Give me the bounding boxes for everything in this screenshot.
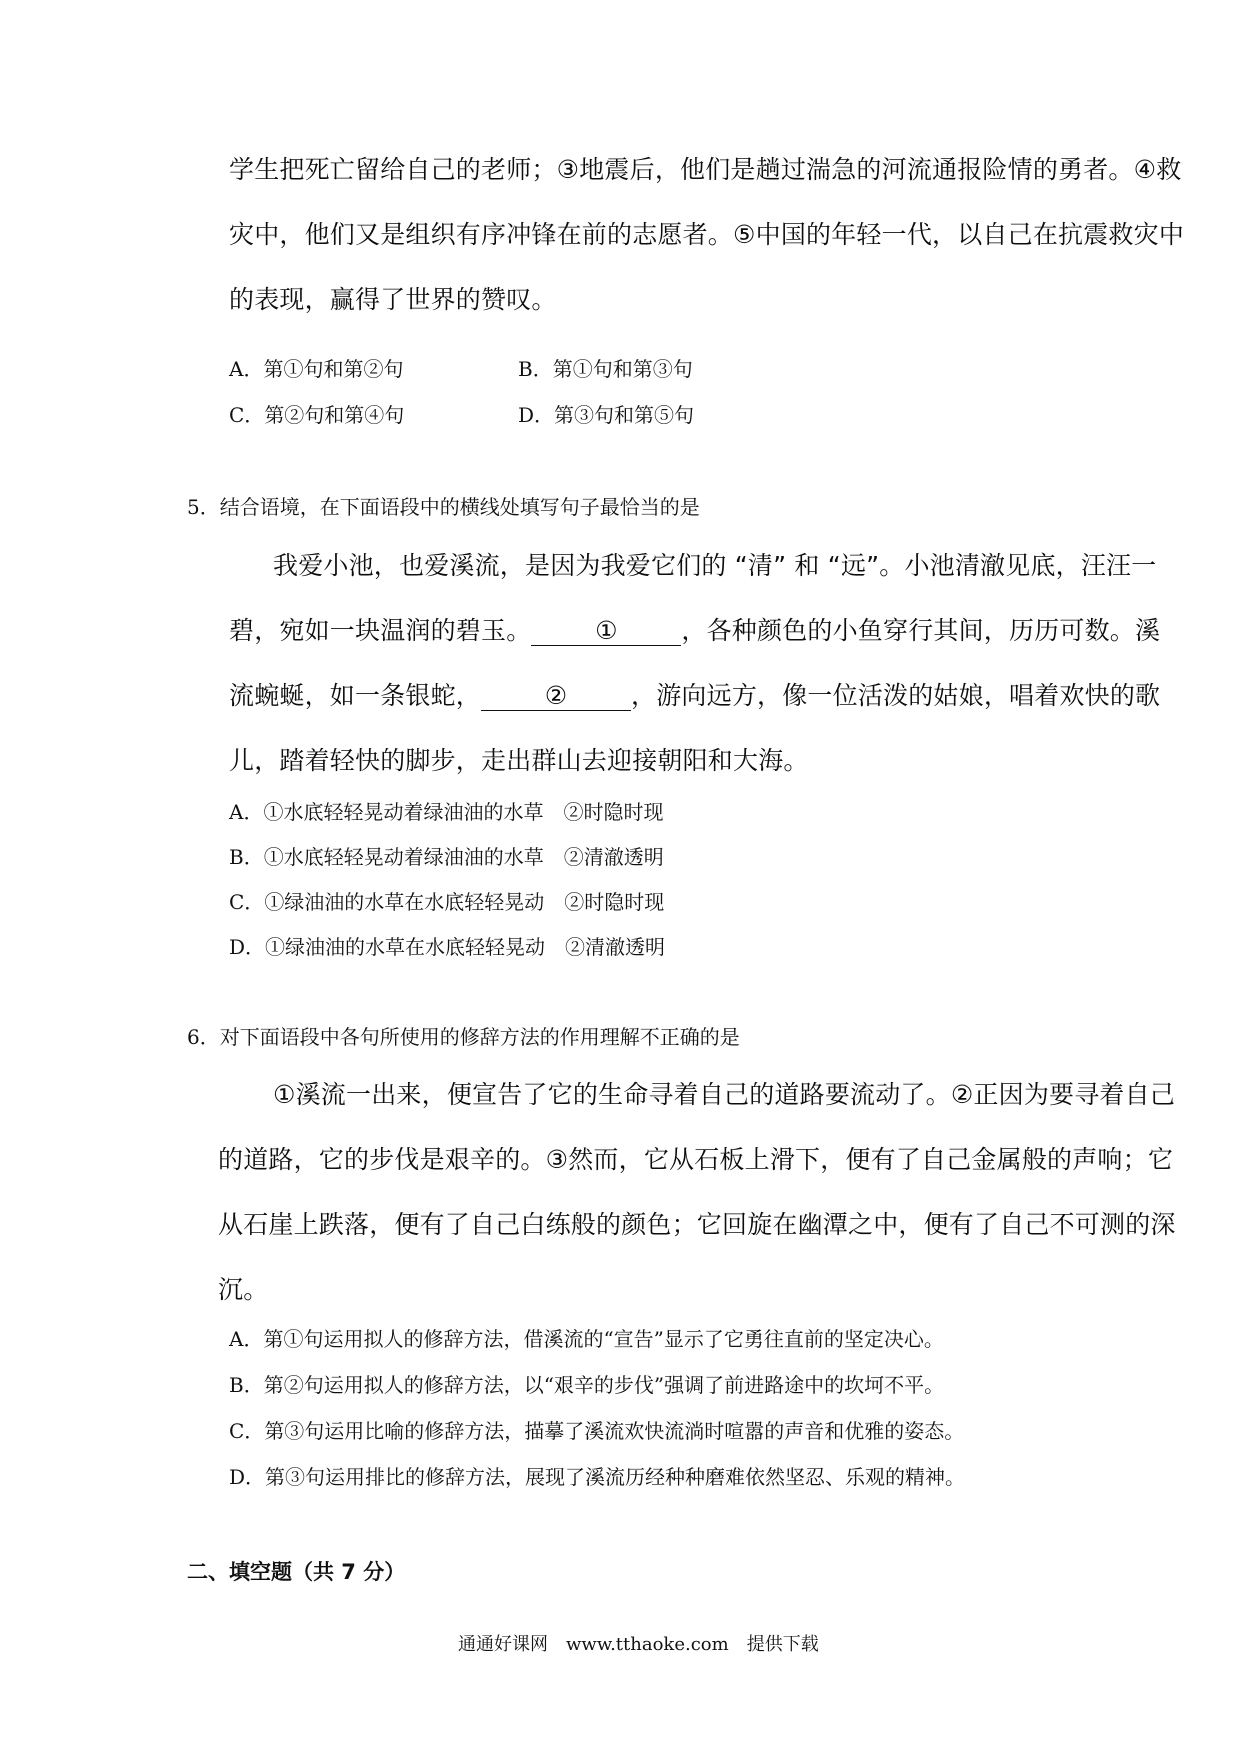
q4-option-b — [518, 353, 693, 382]
q6-passage-line-4: 沉。 — [218, 1275, 269, 1304]
option-label: A． — [229, 800, 264, 824]
q5-line2-pre: 碧，宛如一块温润的碧玉。 — [229, 616, 532, 645]
q5-option-a — [229, 796, 663, 825]
q4-option-c — [229, 399, 404, 428]
q6-option-d — [229, 1461, 965, 1490]
q4-passage-line-2: 灾中，他们又是组织有序冲锋在前的志愿者。⑤中国的年轻一代，以自己在抗震救灾中 — [229, 220, 1185, 249]
option-label: A． — [229, 1327, 264, 1351]
option-text: 第①句和第③句 — [552, 357, 693, 381]
option-text: 第①句运用拟人的修辞方法，借溪流的“宣告”显示了它勇往直前的坚定决心。 — [263, 1327, 944, 1351]
q6-stem: 6．对下面语段中各句所使用的修辞方法的作用理解不正确的是 — [187, 1025, 740, 1049]
q5-option-b — [229, 841, 664, 870]
option-text: ①水底轻轻晃动着绿油油的水草 ②清澈透明 — [263, 845, 664, 869]
q5-blank-1: ① — [531, 618, 681, 646]
q5-line3-pre: 流蜿蜒，如一条银蛇， — [229, 681, 482, 710]
option-label: B． — [229, 845, 264, 869]
q6-option-a — [229, 1323, 944, 1352]
q4-passage-line-1: 学生把死亡留给自己的老师；③地震后，他们是趟过湍急的河流通报险情的勇者。④救 — [229, 155, 1182, 184]
q6-option-b — [229, 1369, 944, 1398]
q6-passage-line-2: 的道路，它的步伐是艰辛的。③然而，它从石板上滑下，便有了自己金属般的声响；它 — [218, 1145, 1174, 1174]
q5-passage-line-2 — [229, 611, 1160, 647]
option-text: ①水底轻轻晃动着绿油油的水草 ②时隐时现 — [263, 800, 664, 824]
option-text: 第②句运用拟人的修辞方法，以“艰辛的步伐”强调了前进路途中的坎坷不平。 — [263, 1373, 945, 1397]
option-text: 第②句和第④句 — [264, 403, 405, 427]
option-label: B． — [229, 1373, 264, 1397]
option-text: 第①句和第②句 — [263, 357, 404, 381]
q4-passage-line-3: 的表现，赢得了世界的赞叹。 — [229, 285, 557, 314]
q4-option-d — [518, 399, 694, 428]
option-text: ①绿油油的水草在水底轻轻晃动 ②清澈透明 — [265, 935, 666, 959]
q6-passage-line-3: 从石崖上跌落，便有了自己白练般的颜色；它回旋在幽潭之中，便有了自己不可测的深 — [218, 1210, 1176, 1239]
q4-option-a — [229, 353, 403, 382]
q5-line2-post: ，各种颜色的小鱼穿行其间，历历可数。溪 — [681, 616, 1161, 645]
q5-option-d — [229, 931, 665, 960]
footer-source: 通通好课网 www.tthaoke.com 提供下载 — [458, 1634, 819, 1655]
q6-passage-line-1: ①溪流一出来，便宣告了它的生命寻着自己的道路要流动了。②正因为要寻着自己 — [273, 1080, 1176, 1109]
option-text: ①绿油油的水草在水底轻轻晃动 ②时隐时现 — [264, 890, 665, 914]
q5-line3-post: ，游向远方，像一位活泼的姑娘，唱着欢快的歌 — [631, 681, 1161, 710]
option-label: B． — [518, 357, 553, 381]
q5-option-c — [229, 886, 664, 915]
q5-passage-line-3 — [229, 676, 1160, 712]
q6-option-c — [229, 1415, 964, 1444]
option-text: 第③句运用排比的修辞方法，展现了溪流历经种种磨难依然坚忍、乐观的精神。 — [265, 1465, 966, 1489]
q5-passage-line-1: 我爱小池，也爱溪流，是因为我爱它们的 “清” 和 “远”。小池清澈见底，汪汪一 — [273, 551, 1157, 580]
option-label: C． — [229, 403, 265, 427]
section-2-title: 二、填空题（共 7 分） — [187, 1560, 406, 1584]
option-label: D． — [518, 403, 555, 427]
option-label: D． — [229, 935, 266, 959]
option-label: D． — [229, 1465, 266, 1489]
q5-passage-line-4: 儿，踏着轻快的脚步，走出群山去迎接朝阳和大海。 — [229, 746, 809, 775]
option-label: A． — [229, 357, 264, 381]
option-label: C． — [229, 890, 265, 914]
option-text: 第③句和第⑤句 — [554, 403, 695, 427]
option-label: C． — [229, 1419, 265, 1443]
q5-blank-2: ② — [481, 683, 631, 711]
q5-stem: 5．结合语境，在下面语段中的横线处填写句子最恰当的是 — [187, 495, 700, 519]
option-text: 第③句运用比喻的修辞方法，描摹了溪流欢快流淌时喧嚣的声音和优雅的姿态。 — [264, 1419, 965, 1443]
